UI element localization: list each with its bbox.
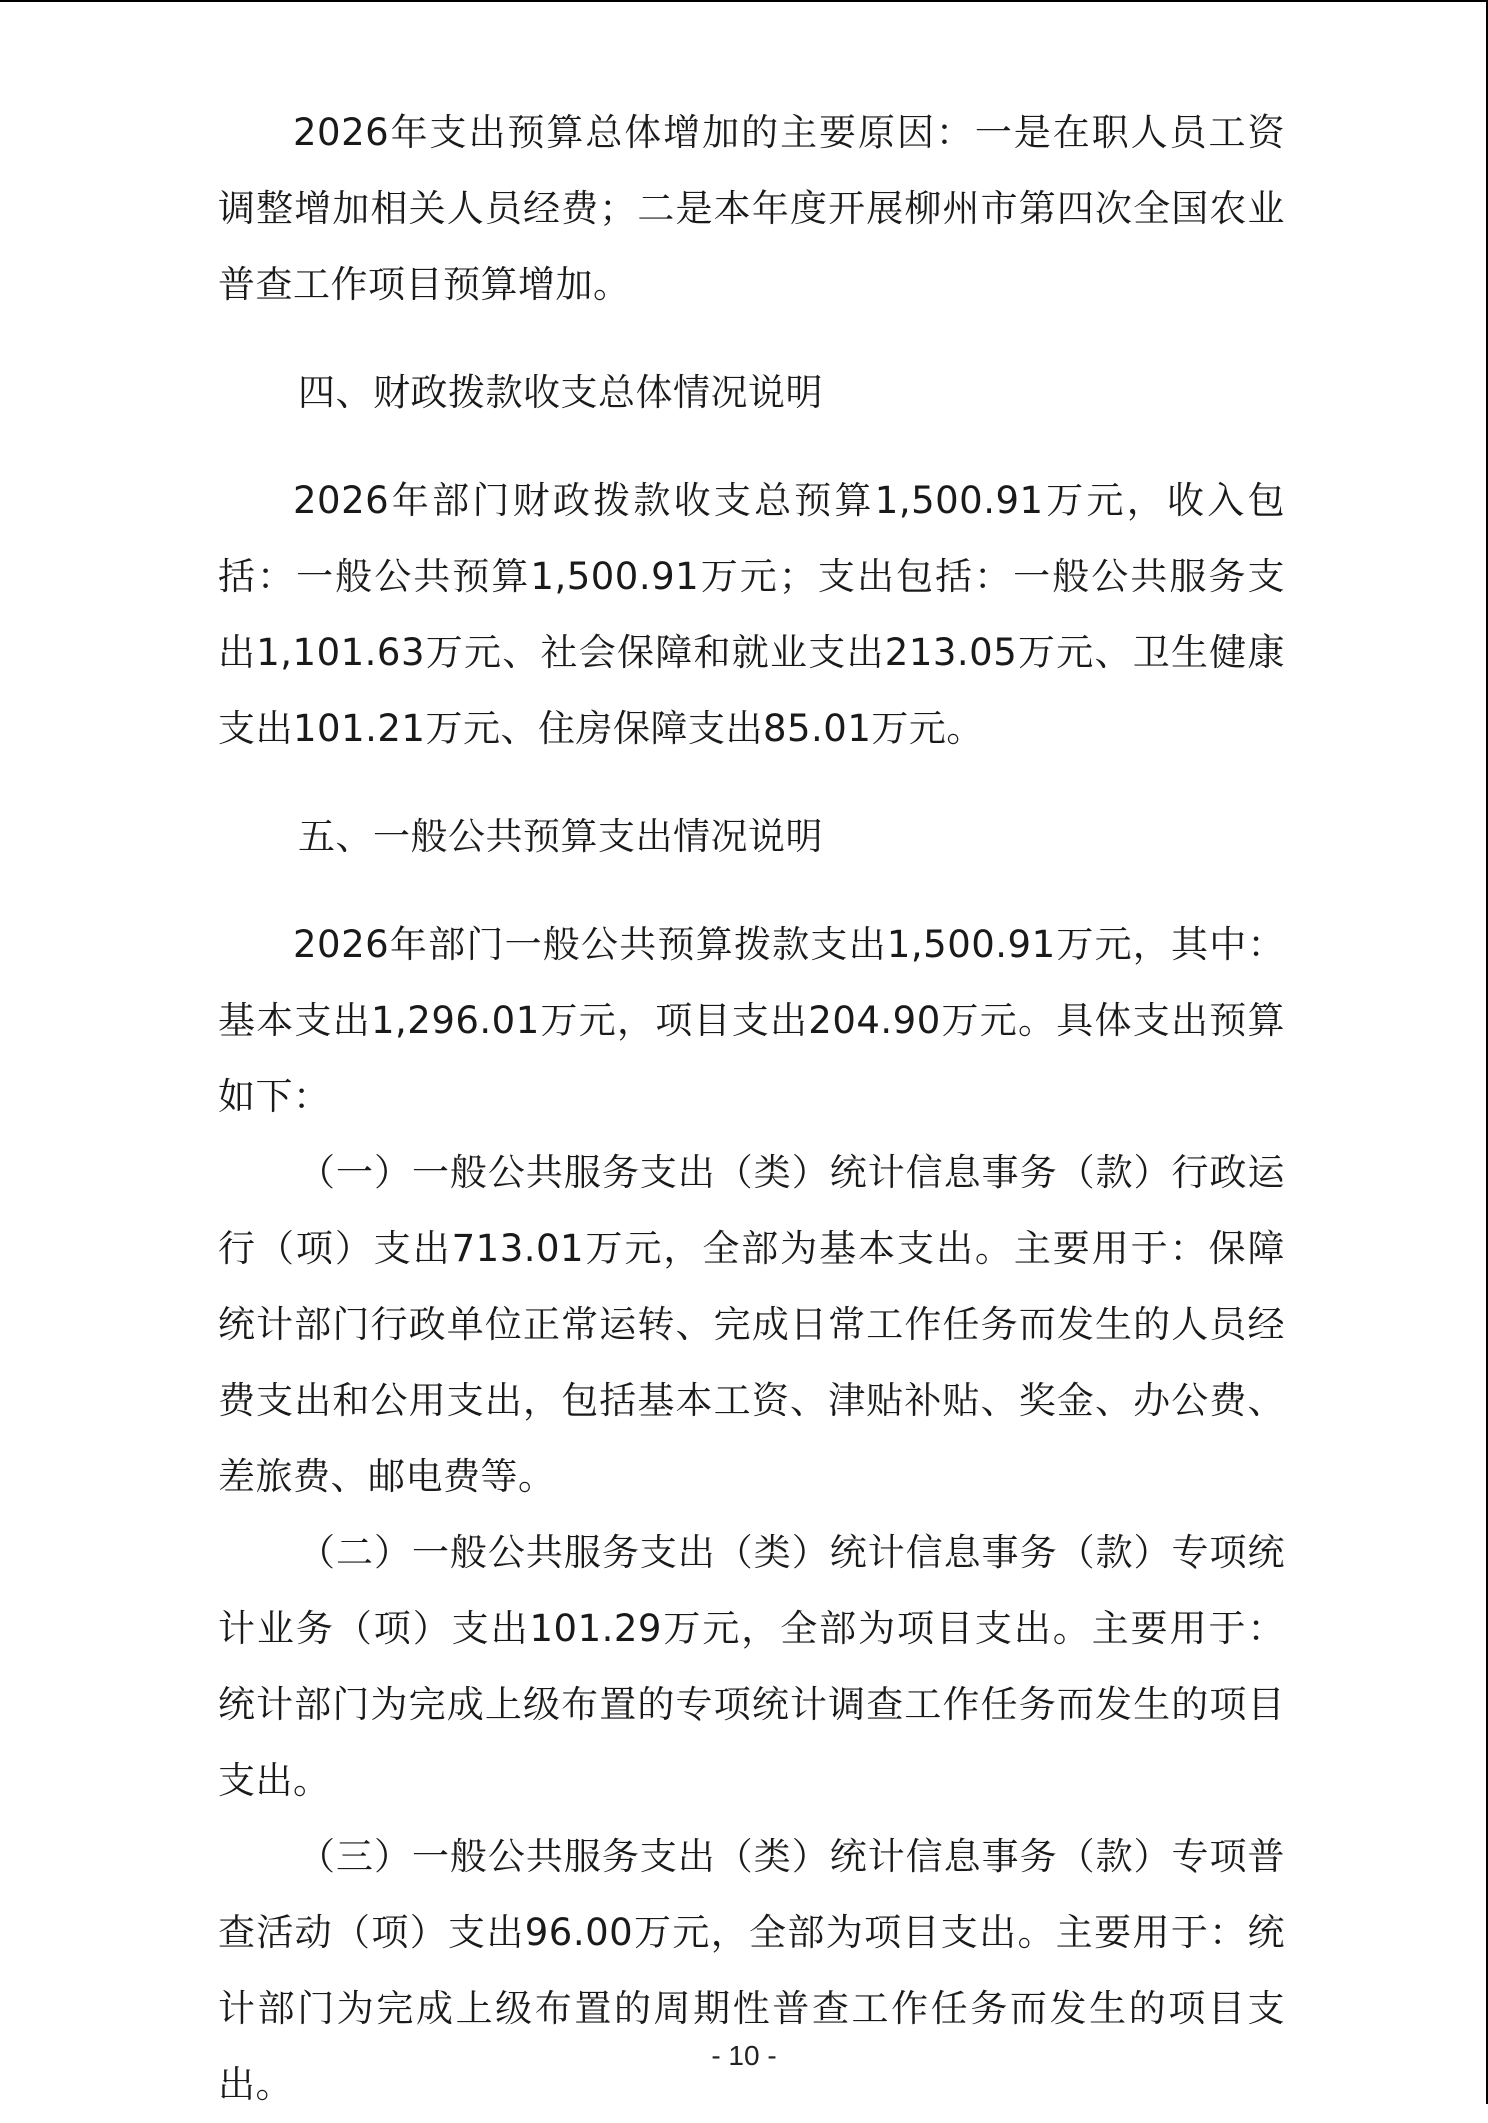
list-item-special-census: （三）一般公共服务支出（类）统计信息事务（款）专项普查活动（项）支出96.00万元，全部为项目支出。主要用于：统计部门为完成上级布置的周期性普查工作任务而发生的项目支出。 (218, 1835, 1285, 2106)
document-body (218, 95, 1285, 2123)
page-number: - 10 - (711, 2040, 777, 2071)
paragraph-budget-increase-reasons: 2026年支出预算总体增加的主要原因：一是在职人员工资调整增加相关人员经费；二是本年度开展柳州市第四次全国农业普查工作项目预算增加。 (218, 111, 1285, 306)
section-heading-general-budget: 五、一般公共预算支出情况说明 (298, 815, 823, 858)
paragraph-general-budget: 2026年部门一般公共预算拨款支出1,500.91万元，其中：基本支出1,296.01万元，项目支出204.90万元。具体支出预算如下： (218, 923, 1285, 1118)
paragraph-fiscal-overview: 2026年部门财政拨款收支总预算1,500.91万元，收入包括：一般公共预算1,500.91万元；支出包括：一般公共服务支出1,101.63万元、社会保障和就业支出213.05万元、卫生健康支出101.21万元、住房保障支出85.01万元。 (218, 479, 1285, 750)
list-item-special-statistics: （二）一般公共服务支出（类）统计信息事务（款）专项统计业务（项）支出101.29万元，全部为项目支出。主要用于：统计部门为完成上级布置的专项统计调查工作任务而发生的项目支出。 (218, 1531, 1285, 1802)
section-heading-fiscal-overview: 四、财政拨款收支总体情况说明 (298, 371, 823, 414)
list-item-admin-operation: （一）一般公共服务支出（类）统计信息事务（款）行政运行（项）支出713.01万元，全部为基本支出。主要用于：保障统计部门行政单位正常运转、完成日常工作任务而发生的人员经费支出和公用支出，包括基本工资、津贴补贴、奖金、办公费、差旅费、邮电费等。 (218, 1151, 1285, 1498)
